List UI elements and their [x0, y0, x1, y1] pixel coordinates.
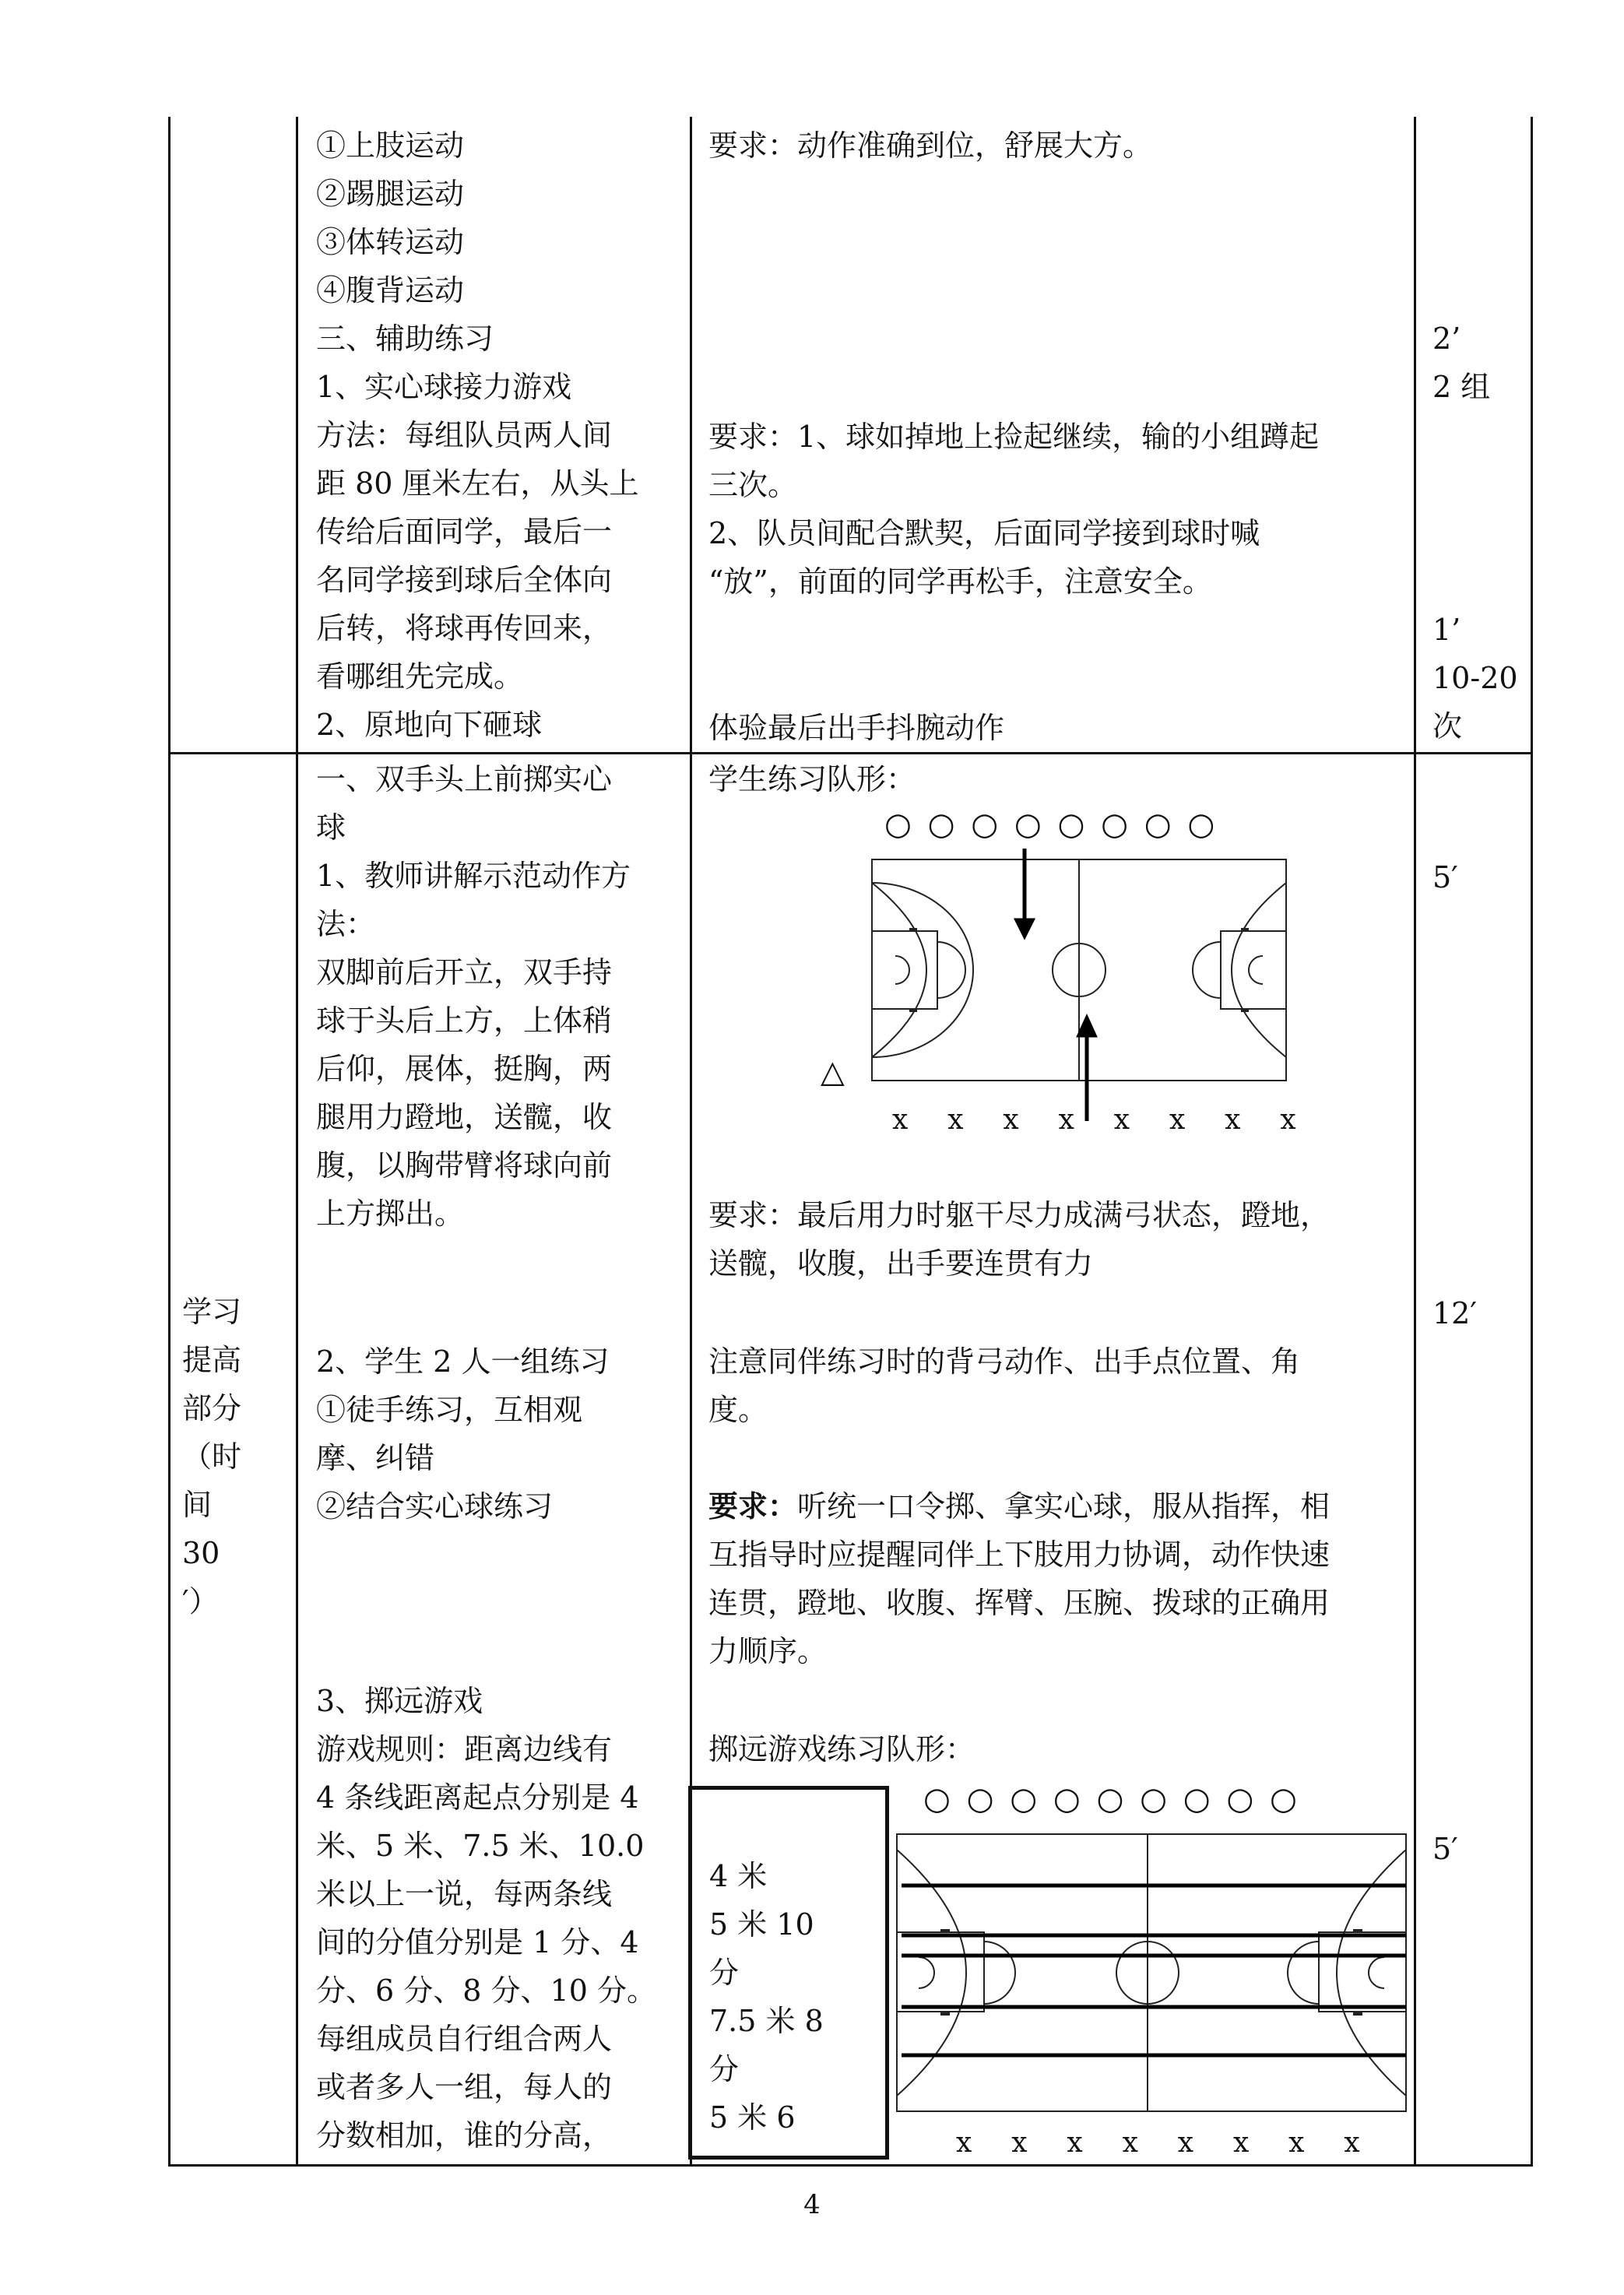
- formation-title: 学生练习队形：: [708, 762, 916, 796]
- requirement-a: 要求：最后用力时躯干尽力成满弓状态，蹬地， 送髋，收腹，出手要连贯有力: [708, 1198, 1330, 1281]
- time-2: 1’ 10-20 次: [1432, 613, 1518, 743]
- game-x-row: x x x x x x x x: [956, 2127, 1360, 2159]
- teacher-triangle: △: [821, 1054, 845, 1090]
- requirement-b-label: 要求：: [708, 1488, 798, 1524]
- table-right-border: [1531, 117, 1533, 2166]
- throw-method-content: 一、双手头上前掷实心 球 1、教师讲解示范动作方 法： 双脚前后开立，双手持 球于头后上方，上体稍 后仰，展体，挺胸，两 腿用力蹬地，送髋，收 腹，以胸带臂将球向前 上方掷出。: [316, 762, 631, 1231]
- score-box: [688, 1786, 889, 2160]
- note-b: 注意同伴练习时的背弓动作、出手点位置、角 度。: [708, 1344, 1301, 1427]
- throw-game-court-diagram: [888, 1826, 1412, 2125]
- pair-practice-content: 2、学生 2 人一组练习 ①徒手练习，互相观 摩、纠错 ②结合实心球练习: [316, 1344, 610, 1524]
- warmup-content: ①上肢运动 ②踢腿运动 ③体转运动 ④腹背运动 三、辅助练习 1、实心球接力游戏 方法：每组队员两人间 距 80 厘米左右，从头上 传给后面同学，最后一 名同学接到球后全体向 后转，将球再传回来， 看哪组先完成。 2、原地向下砸球: [316, 128, 639, 742]
- throw-game-content: 3、掷远游戏 游戏规则：距离边线有 4 条线距离起点分别是 4 米、5 米、7.5 米、10.0 米以上一说，每两条线 间的分值分别是 1 分、4 分、6 分、8 分、10 分。 每组成员自行组合两人 或者多人一组，每人的 分数相加，谁的分高，: [316, 1684, 656, 2153]
- table-col-divider-1: [296, 117, 298, 2166]
- table-col-divider-3: [1414, 117, 1416, 2166]
- table-left-border: [168, 117, 170, 2166]
- requirement-b: [708, 1482, 1409, 1675]
- requirement-1: 要求：动作准确到位，舒展大方。: [708, 128, 1153, 163]
- requirement-2: 要求：1、球如掉地上捡起继续，输的小组蹲起 三次。 2、队员间配合默契，后面同学接到球时喊 “放”，前面的同学再松手，注意安全。: [708, 420, 1320, 599]
- requirement-b-text: 听统一口令掷、拿实心球，服从指挥，相 互指导时应提醒同伴上下肢用力协调，动作快速 连贯，蹬地、收腹、挥臂、压腕、拨球的正确用 力顺序。: [708, 1489, 1330, 1668]
- section-label: 学习 提高 部分 （时 间 30 ′）: [182, 1295, 242, 1618]
- table-row-divider: [168, 752, 1533, 754]
- time-a: 5′: [1432, 860, 1458, 894]
- time-1: 2’ 2 组: [1432, 322, 1491, 404]
- student-x-row: x x x x x x x x: [892, 1104, 1296, 1136]
- score-box-text: 4 米 5 米 10 分 7.5 米 8 分 5 米 6: [709, 1859, 824, 2135]
- time-c: 5′: [1432, 1832, 1458, 1866]
- requirement-3: 体验最后出手抖腕动作: [708, 711, 1005, 745]
- student-circles-row: ○ ○ ○ ○ ○ ○ ○ ○: [884, 807, 1218, 842]
- basketball-court-diagram: [817, 849, 1300, 1129]
- game-circles-row: ○ ○ ○ ○ ○ ○ ○ ○ ○: [923, 1781, 1300, 1817]
- time-b: 12′: [1432, 1296, 1477, 1330]
- page-number: 4: [803, 2189, 821, 2220]
- game-formation-title: 掷远游戏练习队形：: [708, 1732, 975, 1766]
